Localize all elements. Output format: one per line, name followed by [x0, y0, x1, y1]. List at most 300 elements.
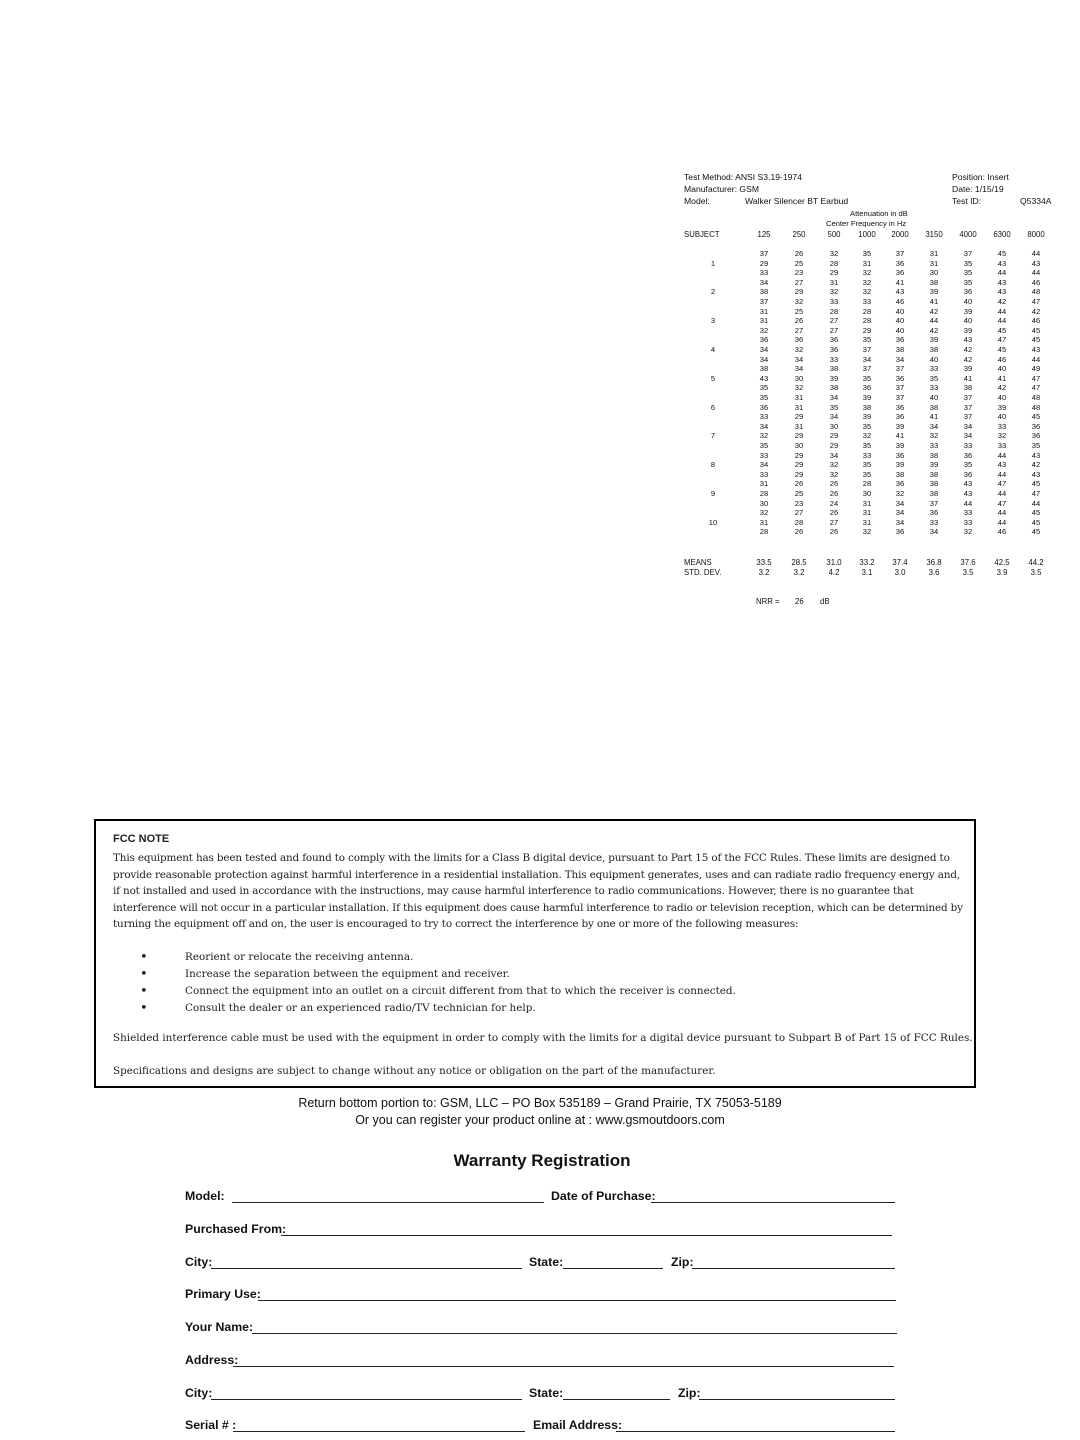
table-cell: 33	[963, 441, 973, 450]
table-cell: 36	[929, 508, 939, 518]
table-cell: 35	[862, 335, 872, 345]
primary-use-label: Primary Use:	[185, 1287, 261, 1301]
city-field[interactable]	[211, 1268, 522, 1269]
table-cell: 43	[895, 287, 905, 297]
freq-cell: 125	[757, 230, 771, 239]
table-cell: 37	[963, 393, 973, 402]
table-cell: 34	[794, 354, 804, 364]
table-cell: 37	[862, 364, 872, 374]
mean-cell: 33.5	[756, 558, 772, 567]
table-cell: 35	[862, 469, 872, 479]
table-cell: 33	[963, 517, 973, 527]
table-cell: 35	[963, 268, 973, 278]
table-cell: 32	[794, 297, 804, 306]
table-cell: 25	[794, 489, 804, 498]
subject-number: 2	[710, 287, 716, 297]
email-field[interactable]	[616, 1431, 895, 1432]
table-cell: 32	[829, 287, 839, 297]
table-cell: 26	[829, 489, 839, 498]
manufacturer: Manufacturer: GSM	[684, 184, 759, 194]
table-cell: 32	[862, 277, 872, 287]
table-cell: 25	[794, 258, 804, 268]
table-cell: 36	[794, 335, 804, 345]
table-cell: 40	[929, 393, 939, 402]
table-cell: 29	[829, 268, 839, 278]
table-cell: 31	[759, 479, 769, 489]
table-cell: 36	[829, 335, 839, 345]
table-cell: 34	[759, 354, 769, 364]
measure-item: Consult the dealer or an experienced radio/TV technician for help.	[185, 1002, 536, 1014]
center-frequency-label: Center Frequency in Hz	[826, 219, 907, 228]
table-cell: 35	[862, 421, 872, 431]
table-cell: 36	[895, 402, 905, 412]
table-cell: 38	[929, 469, 939, 479]
table-cell: 28	[759, 489, 769, 498]
table-cell: 47	[1031, 297, 1041, 306]
subject-number: 9	[710, 489, 716, 498]
table-cell: 41	[895, 277, 905, 287]
mean-cell: 28.5	[791, 558, 807, 567]
test-id-value: Q5334A	[1020, 196, 1052, 206]
std-dev-cell: 3.5	[1030, 568, 1042, 577]
primary-use-field[interactable]	[258, 1300, 896, 1301]
bullet-icon: •	[140, 950, 148, 965]
table-cell: 33	[759, 450, 769, 460]
table-cell: 30	[794, 441, 804, 450]
table-cell: 39	[929, 287, 939, 297]
table-cell: 31	[929, 258, 939, 268]
zip-field[interactable]	[692, 1268, 895, 1269]
table-cell: 35	[759, 393, 769, 402]
table-cell: 38	[862, 402, 872, 412]
table-cell: 38	[929, 402, 939, 412]
subject-number: 3	[710, 316, 716, 326]
table-cell: 32	[895, 489, 905, 498]
table-cell: 45	[1031, 412, 1041, 422]
table-cell: 44	[1031, 249, 1041, 258]
address-field[interactable]	[233, 1366, 894, 1367]
table-cell: 38	[829, 364, 839, 374]
table-cell: 37	[895, 393, 905, 402]
mean-cell: 42.5	[994, 558, 1010, 567]
fcc-note-box	[94, 819, 976, 1088]
table-cell: 31	[759, 316, 769, 326]
bullet-icon: •	[140, 967, 148, 982]
table-cell: 34	[829, 450, 839, 460]
table-cell: 44	[997, 517, 1007, 527]
table-cell: 47	[1031, 489, 1041, 498]
table-cell: 43	[1031, 469, 1041, 479]
state-label-2: State:	[529, 1386, 564, 1400]
table-cell: 46	[1031, 316, 1041, 326]
measure-item: Connect the equipment into an outlet on a circuit different from that to which the receiver is connected.	[185, 985, 736, 997]
table-cell: 28	[759, 527, 769, 537]
table-cell: 35	[963, 460, 973, 470]
table-cell: 32	[759, 508, 769, 518]
table-cell: 26	[794, 479, 804, 489]
table-cell: 34	[963, 431, 973, 441]
table-cell: 31	[829, 277, 839, 287]
table-cell: 26	[829, 479, 839, 489]
table-cell: 43	[997, 460, 1007, 470]
subject-header: SUBJECT	[684, 230, 720, 239]
table-cell: 23	[794, 498, 804, 508]
serial-field[interactable]	[233, 1431, 525, 1432]
table-cell: 44	[963, 498, 973, 508]
table-cell: 37	[963, 249, 973, 258]
table-cell: 42	[997, 383, 1007, 393]
table-cell: 47	[1031, 373, 1041, 383]
table-cell: 28	[862, 306, 872, 316]
table-cell: 29	[862, 325, 872, 335]
table-cell: 42	[929, 325, 939, 335]
online-registration-note: Or you can register your product online at : www.gsmoutdoors.com	[355, 1113, 725, 1127]
table-cell: 32	[794, 383, 804, 393]
table-cell: 35	[862, 249, 872, 258]
table-cell: 34	[759, 277, 769, 287]
table-cell: 36	[963, 450, 973, 460]
mean-cell: 31.0	[826, 558, 842, 567]
freq-cell: 1000	[858, 230, 876, 239]
table-cell: 44	[997, 508, 1007, 518]
std-dev-cell: 3.1	[861, 568, 873, 577]
mean-cell: 37.6	[960, 558, 976, 567]
table-cell: 32	[929, 431, 939, 441]
table-cell: 33	[929, 517, 939, 527]
table-cell: 33	[929, 383, 939, 393]
table-cell: 47	[997, 335, 1007, 345]
table-cell: 35	[759, 441, 769, 450]
table-cell: 46	[997, 354, 1007, 364]
freq-cell: 500	[827, 230, 841, 239]
table-cell: 36	[759, 335, 769, 345]
std-dev-cell: 3.2	[758, 568, 770, 577]
table-cell: 34	[759, 421, 769, 431]
table-cell: 45	[997, 325, 1007, 335]
bullet-icon: •	[140, 1001, 148, 1016]
your-name-label: Your Name:	[185, 1320, 254, 1334]
table-cell: 45	[1031, 527, 1041, 537]
table-cell: 30	[929, 268, 939, 278]
table-cell: 49	[1031, 364, 1041, 374]
email-label: Email Address:	[533, 1418, 623, 1432]
table-cell: 36	[895, 335, 905, 345]
table-cell: 31	[794, 402, 804, 412]
table-cell: 30	[829, 421, 839, 431]
table-cell: 35	[829, 402, 839, 412]
test-id-label: Test ID:	[952, 196, 982, 206]
table-cell: 27	[794, 508, 804, 518]
table-cell: 40	[929, 354, 939, 364]
table-cell: 32	[862, 431, 872, 441]
std-dev-cell: 3.9	[996, 568, 1008, 577]
table-cell: 43	[997, 287, 1007, 297]
table-cell: 45	[1031, 508, 1041, 518]
table-cell: 44	[1031, 498, 1041, 508]
table-cell: 23	[794, 268, 804, 278]
std-dev-cell: 3.0	[894, 568, 906, 577]
means-label: MEANS	[684, 558, 712, 567]
table-cell: 27	[829, 316, 839, 326]
address-label: Address:	[185, 1353, 239, 1367]
shielded-cable-note: Shielded interference cable must be used with the equipment in order to comply with the limits for a digital device pursuant to Subpart B of Part 15 of FCC Rules.	[113, 1032, 973, 1044]
measure-item: Reorient or relocate the receiving antenna.	[185, 951, 414, 963]
table-cell: 43	[997, 277, 1007, 287]
table-cell: 33	[862, 450, 872, 460]
std-dev-cell: 4.2	[828, 568, 840, 577]
model-label: Model:	[684, 196, 710, 206]
table-cell: 42	[1031, 460, 1041, 470]
table-cell: 25	[794, 306, 804, 316]
table-cell: 46	[997, 527, 1007, 537]
table-cell: 33	[829, 297, 839, 306]
table-cell: 44	[997, 450, 1007, 460]
std-dev-cell: 3.2	[793, 568, 805, 577]
table-cell: 43	[1031, 345, 1041, 354]
table-cell: 43	[1031, 258, 1041, 268]
table-cell: 33	[759, 268, 769, 278]
table-cell: 45	[1031, 325, 1041, 335]
nrr-label: NRR =	[756, 597, 780, 606]
table-cell: 40	[963, 316, 973, 326]
table-cell: 34	[862, 354, 872, 364]
table-cell: 34	[963, 421, 973, 431]
table-cell: 29	[794, 412, 804, 422]
table-cell: 38	[929, 345, 939, 354]
table-cell: 34	[895, 498, 905, 508]
table-cell: 38	[759, 287, 769, 297]
table-cell: 35	[963, 277, 973, 287]
table-cell: 40	[963, 297, 973, 306]
subject-number: 5	[710, 373, 716, 383]
city-label: City:	[185, 1255, 213, 1269]
table-cell: 31	[862, 517, 872, 527]
table-cell: 28	[829, 306, 839, 316]
freq-cell: 4000	[959, 230, 977, 239]
table-cell: 29	[794, 431, 804, 441]
table-cell: 34	[829, 393, 839, 402]
table-cell: 38	[759, 364, 769, 374]
table-cell: 44	[1031, 268, 1041, 278]
zip-label-2: Zip:	[678, 1386, 701, 1400]
table-cell: 45	[997, 249, 1007, 258]
mean-cell: 33.2	[859, 558, 875, 567]
table-cell: 26	[794, 249, 804, 258]
fcc-title: FCC NOTE	[113, 833, 170, 845]
state-field-2[interactable]	[563, 1399, 670, 1400]
table-cell: 36	[895, 258, 905, 268]
mean-cell: 37.4	[892, 558, 908, 567]
table-cell: 45	[1031, 335, 1041, 345]
table-cell: 40	[997, 364, 1007, 374]
warranty-title: Warranty Registration	[453, 1151, 631, 1170]
table-cell: 47	[1031, 383, 1041, 393]
nrr-value: 26	[795, 597, 804, 606]
table-cell: 39	[829, 373, 839, 383]
zip-label: Zip:	[671, 1255, 694, 1269]
table-cell: 44	[997, 306, 1007, 316]
subject-number: 10	[708, 517, 718, 527]
table-cell: 35	[963, 258, 973, 268]
table-cell: 46	[895, 297, 905, 306]
your-name-field[interactable]	[252, 1333, 897, 1334]
table-cell: 36	[829, 345, 839, 354]
purchased-from-label: Purchased From:	[185, 1222, 287, 1236]
table-cell: 33	[829, 354, 839, 364]
freq-cell: 2000	[891, 230, 909, 239]
purchase-date-field[interactable]	[651, 1202, 895, 1203]
table-cell: 39	[862, 393, 872, 402]
table-cell: 29	[794, 287, 804, 297]
table-cell: 29	[794, 450, 804, 460]
test-method: Test Method: ANSI S3.19-1974	[684, 172, 802, 182]
fcc-body-text: This equipment has been tested and found to comply with the limits for a Class B digital device, pursuant to Part 15 of the FCC Rules. These limits are designed to provide reasonable protection against harmful interference in a residential installation. This equipment generates, uses and can radiate radio frequency energy and, if not installed and used in accordance with the instructions, may cause harmful interference to radio communications. However, there is no guarantee that interference will not occur in a particular installation. If this equipment does cause harmful interference to radio or television reception, which can be determined by turning the equipment off and on, the user is encouraged to try to correct the interference by one or more of the following measures:	[113, 852, 963, 930]
table-cell: 33	[862, 297, 872, 306]
table-cell: 36	[895, 373, 905, 383]
table-cell: 43	[963, 479, 973, 489]
table-cell: 37	[895, 383, 905, 393]
table-cell: 37	[895, 364, 905, 374]
table-cell: 36	[1031, 421, 1041, 431]
table-cell: 29	[794, 460, 804, 470]
table-cell: 32	[829, 249, 839, 258]
table-cell: 40	[895, 316, 905, 326]
freq-cell: 8000	[1027, 230, 1045, 239]
table-cell: 42	[929, 306, 939, 316]
subject-number: 6	[710, 402, 716, 412]
table-cell: 27	[829, 517, 839, 527]
mean-cell: 36.8	[926, 558, 942, 567]
table-cell: 26	[829, 508, 839, 518]
table-cell: 33	[759, 469, 769, 479]
subject-number: 8	[710, 460, 716, 470]
table-cell: 42	[963, 354, 973, 364]
purchased-from-field[interactable]	[281, 1235, 892, 1236]
attenuation-label: Attenuation in dB	[850, 209, 908, 218]
table-cell: 39	[963, 306, 973, 316]
freq-cell: 3150	[925, 230, 943, 239]
table-cell: 31	[862, 258, 872, 268]
table-cell: 36	[1031, 431, 1041, 441]
table-cell: 38	[829, 383, 839, 393]
table-cell: 41	[895, 431, 905, 441]
table-cell: 45	[1031, 517, 1041, 527]
specifications-note: Specifications and designs are subject to change without any notice or obligation on the part of the manufacturer.	[113, 1065, 716, 1077]
city-field-2[interactable]	[211, 1399, 522, 1400]
table-cell: 30	[794, 373, 804, 383]
zip-field-2[interactable]	[699, 1399, 895, 1400]
table-cell: 32	[862, 527, 872, 537]
table-cell: 32	[759, 325, 769, 335]
table-cell: 43	[1031, 450, 1041, 460]
table-cell: 31	[794, 393, 804, 402]
table-cell: 37	[929, 498, 939, 508]
table-cell: 34	[759, 460, 769, 470]
table-cell: 34	[794, 364, 804, 374]
table-cell: 36	[759, 402, 769, 412]
table-cell: 40	[895, 325, 905, 335]
table-cell: 36	[895, 527, 905, 537]
table-cell: 34	[895, 517, 905, 527]
table-cell: 32	[829, 460, 839, 470]
table-cell: 37	[963, 402, 973, 412]
table-cell: 41	[997, 373, 1007, 383]
table-cell: 45	[1031, 479, 1041, 489]
table-cell: 37	[862, 345, 872, 354]
table-cell: 32	[997, 431, 1007, 441]
table-cell: 38	[895, 345, 905, 354]
table-cell: 48	[1031, 402, 1041, 412]
table-cell: 31	[759, 306, 769, 316]
test-date: Date: 1/15/19	[952, 184, 1004, 194]
table-cell: 33	[929, 441, 939, 450]
table-cell: 33	[759, 412, 769, 422]
table-cell: 35	[862, 441, 872, 450]
subject-number: 4	[710, 345, 716, 354]
table-cell: 29	[829, 431, 839, 441]
table-cell: 36	[963, 287, 973, 297]
table-cell: 30	[759, 498, 769, 508]
table-cell: 33	[929, 364, 939, 374]
table-cell: 37	[759, 297, 769, 306]
table-cell: 37	[759, 249, 769, 258]
table-cell: 35	[929, 373, 939, 383]
table-cell: 43	[997, 258, 1007, 268]
table-cell: 38	[929, 489, 939, 498]
table-cell: 38	[929, 450, 939, 460]
subject-number: 1	[710, 258, 716, 268]
std-dev-cell: 3.6	[928, 568, 940, 577]
table-cell: 40	[895, 306, 905, 316]
table-cell: 31	[794, 421, 804, 431]
table-cell: 44	[997, 469, 1007, 479]
table-cell: 35	[759, 383, 769, 393]
table-cell: 38	[963, 383, 973, 393]
table-cell: 46	[1031, 277, 1041, 287]
table-cell: 36	[895, 450, 905, 460]
table-cell: 26	[829, 527, 839, 537]
table-cell: 44	[997, 268, 1007, 278]
subject-number: 7	[710, 431, 716, 441]
state-field[interactable]	[563, 1268, 663, 1269]
table-cell: 31	[862, 498, 872, 508]
table-cell: 37	[963, 412, 973, 422]
table-cell: 38	[929, 479, 939, 489]
table-cell: 42	[963, 345, 973, 354]
table-cell: 44	[997, 489, 1007, 498]
table-cell: 39	[963, 364, 973, 374]
table-cell: 43	[963, 489, 973, 498]
state-label: State:	[529, 1255, 564, 1269]
table-cell: 26	[794, 316, 804, 326]
table-cell: 47	[997, 479, 1007, 489]
model-field[interactable]	[232, 1202, 544, 1203]
table-cell: 39	[929, 460, 939, 470]
model-field-label: Model:	[185, 1189, 225, 1203]
position: Position: Insert	[952, 172, 1009, 182]
table-cell: 44	[1031, 354, 1041, 364]
table-cell: 35	[862, 460, 872, 470]
table-cell: 34	[829, 412, 839, 422]
table-cell: 39	[963, 325, 973, 335]
table-cell: 35	[862, 373, 872, 383]
model-value: Walker Silencer BT Earbud	[745, 196, 849, 206]
table-cell: 33	[997, 441, 1007, 450]
table-cell: 29	[829, 441, 839, 450]
table-cell: 39	[862, 412, 872, 422]
table-cell: 32	[794, 345, 804, 354]
table-cell: 39	[895, 421, 905, 431]
